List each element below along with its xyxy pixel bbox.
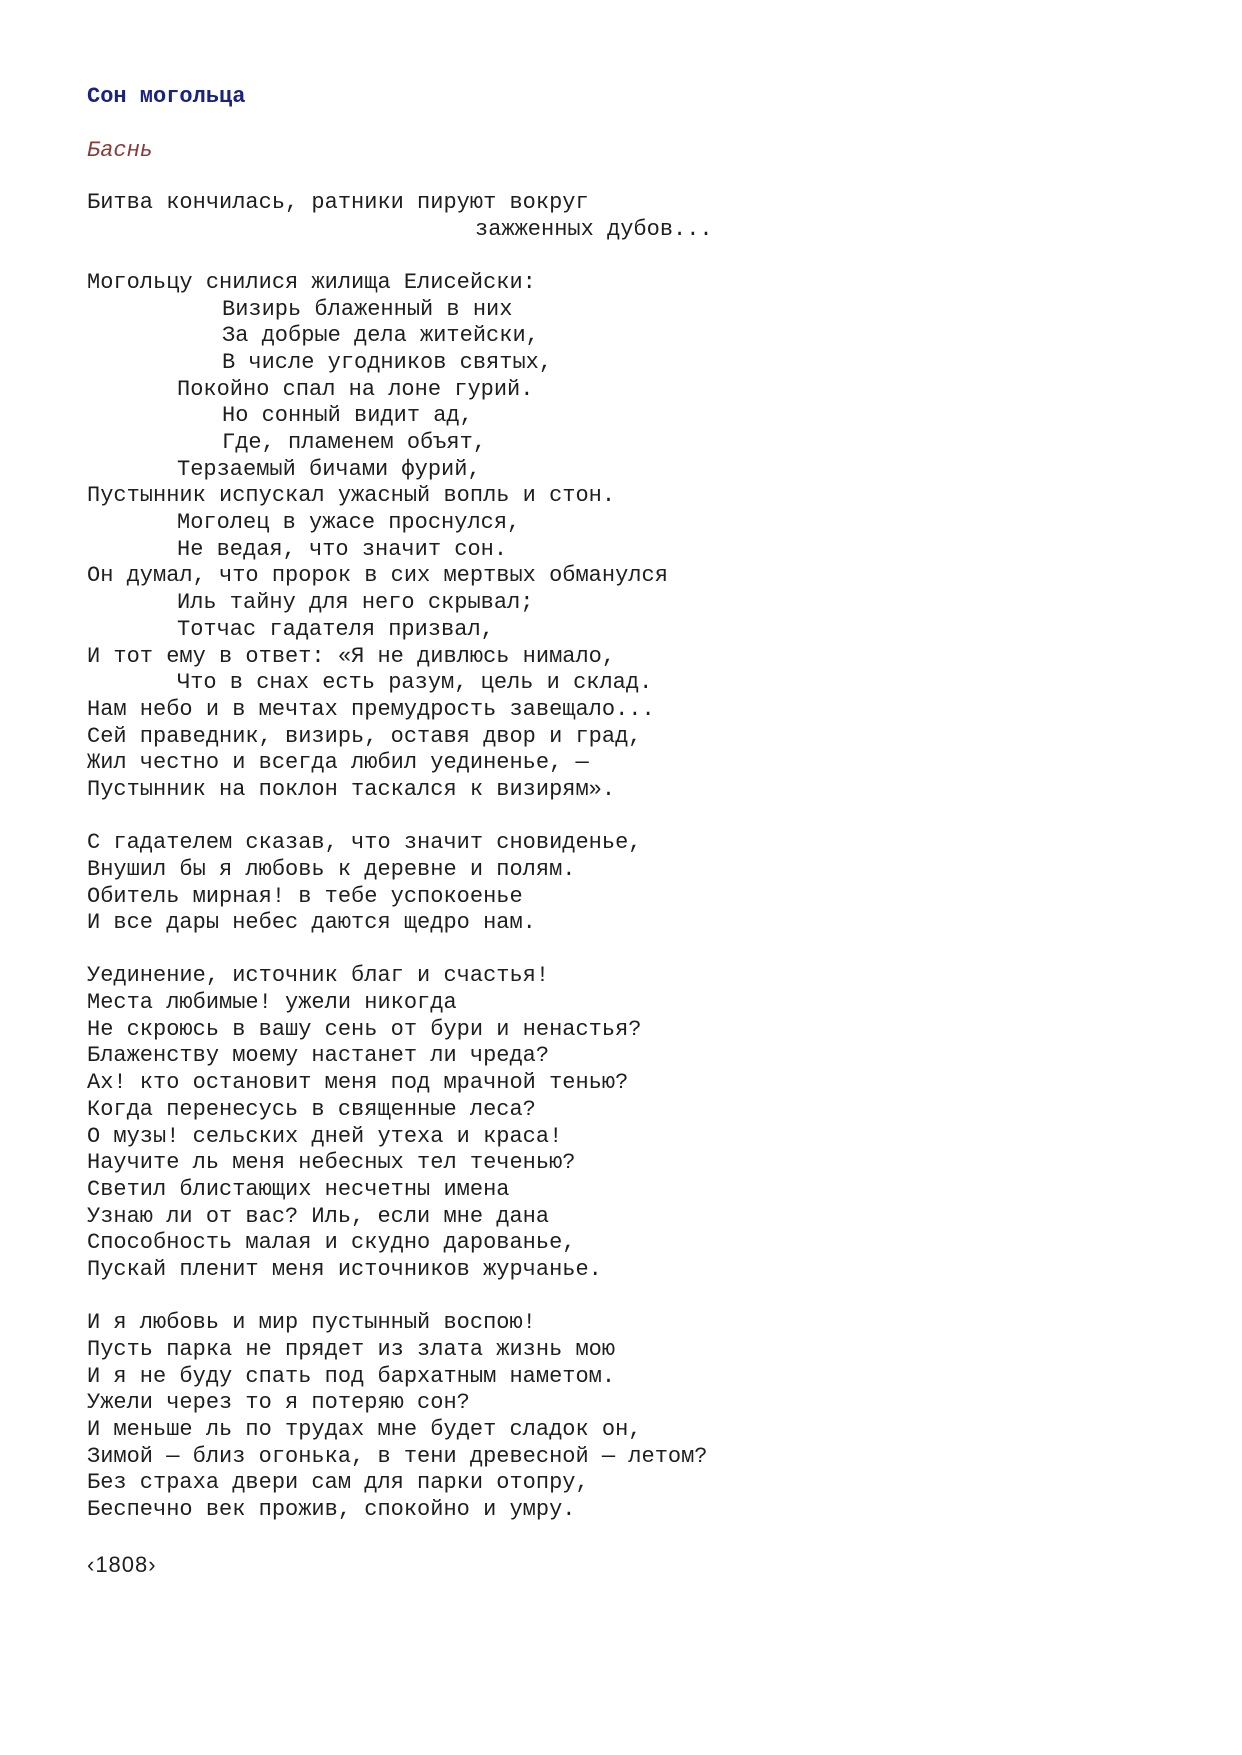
stanza-4 bbox=[87, 1310, 1187, 1524]
verse-line: Терзаемый бичами фурий, bbox=[177, 456, 481, 482]
verse-line: И тот ему в ответ: «Я не дивлюсь нимало, bbox=[87, 643, 616, 669]
verse-line: Тотчас гадателя призвал, bbox=[177, 616, 494, 642]
verse-line: Могольцу снилися жилища Елисейски: bbox=[87, 269, 536, 295]
verse-line: Пустынник испускал ужасный вопль и стон. bbox=[87, 483, 616, 509]
verse-line: Ах! кто остановит меня под мрачной тенью? bbox=[87, 1070, 629, 1096]
verse-line: И все дары небес даются щедро нам. bbox=[87, 910, 536, 936]
verse-line: Без страха двери сам для парки отопру, bbox=[87, 1470, 589, 1496]
poem-page bbox=[87, 82, 1187, 1580]
epigraph-line: зажженных дубов... bbox=[475, 216, 713, 242]
epigraph bbox=[87, 190, 1187, 243]
verse-line: Места любимые! ужели никогда bbox=[87, 990, 457, 1016]
verse-line: Пускай пленит меня источников журчанье. bbox=[87, 1256, 602, 1282]
verse-line: Иль тайну для него скрывал; bbox=[177, 590, 534, 616]
verse-line: Внушил бы я любовь к деревне и полям. bbox=[87, 856, 576, 882]
verse-line: Узнаю ли от вас? Иль, если мне дана bbox=[87, 1203, 550, 1229]
verse-line: Блаженству моему настанет ли чреда? bbox=[87, 1043, 550, 1069]
stanza-3 bbox=[87, 963, 1187, 1283]
verse-line: Способность малая и скудно дарованье, bbox=[87, 1230, 576, 1256]
verse-line: Покойно спал на лоне гурий. bbox=[177, 376, 534, 402]
poem-title: Сон могольца bbox=[87, 84, 246, 109]
verse-line: С гадателем сказав, что значит сновиденье, bbox=[87, 830, 642, 856]
verse-line: И я не буду спать под бархатным наметом. bbox=[87, 1363, 616, 1389]
verse-line: Пустынник на поклон таскался к визирям». bbox=[87, 776, 616, 802]
verse-line: Когда перенесусь в священные леса? bbox=[87, 1096, 536, 1122]
verse-line: Зимой — близ огонька, в тени древесной — летом? bbox=[87, 1443, 708, 1469]
verse-line: Моголец в ужасе проснулся, bbox=[177, 510, 521, 536]
stanza-1 bbox=[87, 270, 1187, 804]
stanza-2 bbox=[87, 830, 1187, 937]
verse-line: Он думал, что пророк в сих мертвых обманулся bbox=[87, 563, 668, 589]
verse-line: Сей праведник, визирь, оставя двор и град, bbox=[87, 723, 642, 749]
epigraph-line: Битва кончилась, ратники пируют вокруг bbox=[87, 190, 589, 215]
verse-line: Где, пламенем объят, bbox=[222, 430, 487, 455]
verse-line: Обитель мирная! в тебе успокоенье bbox=[87, 883, 523, 909]
verse-line: Пусть парка не прядет из злата жизнь мою bbox=[87, 1336, 616, 1362]
verse-line: Научите ль меня небесных тел теченью? bbox=[87, 1150, 576, 1176]
verse-line: И меньше ль по трудах мне будет сладок он, bbox=[87, 1416, 642, 1442]
verse-line: Беспечно век прожив, спокойно и умру. bbox=[87, 1496, 576, 1522]
verse-line: О музы! сельских дней утеха и краса! bbox=[87, 1123, 563, 1149]
verse-line: За добрые дела житейски, bbox=[222, 323, 539, 349]
verse-line: И я любовь и мир пустынный воспою! bbox=[87, 1310, 536, 1336]
verse-line: Не ведая, что значит сон. bbox=[177, 536, 508, 562]
poem-date: ‹1808› bbox=[87, 1551, 157, 1577]
verse-line: Визирь блаженный в них bbox=[222, 296, 513, 322]
verse-line: Не скроюсь в вашу сень от бури и ненастья? bbox=[87, 1016, 642, 1042]
verse-line: Уединение, источник благ и счастья! bbox=[87, 963, 550, 989]
verse-line: Нам небо и в мечтах премудрость завещало... bbox=[87, 696, 655, 722]
verse-line: Но сонный видит ад, bbox=[222, 403, 473, 429]
poem-subtitle: Баснь bbox=[87, 138, 154, 163]
verse-line: Ужели через то я потеряю сон? bbox=[87, 1390, 470, 1416]
verse-line: Что в снах есть разум, цель и склад. bbox=[177, 670, 653, 696]
verse-line: Жил честно и всегда любил уединенье, — bbox=[87, 750, 589, 776]
verse-line: В числе угодников святых, bbox=[222, 349, 553, 375]
verse-line: Светил блистающих несчетны имена bbox=[87, 1176, 510, 1202]
